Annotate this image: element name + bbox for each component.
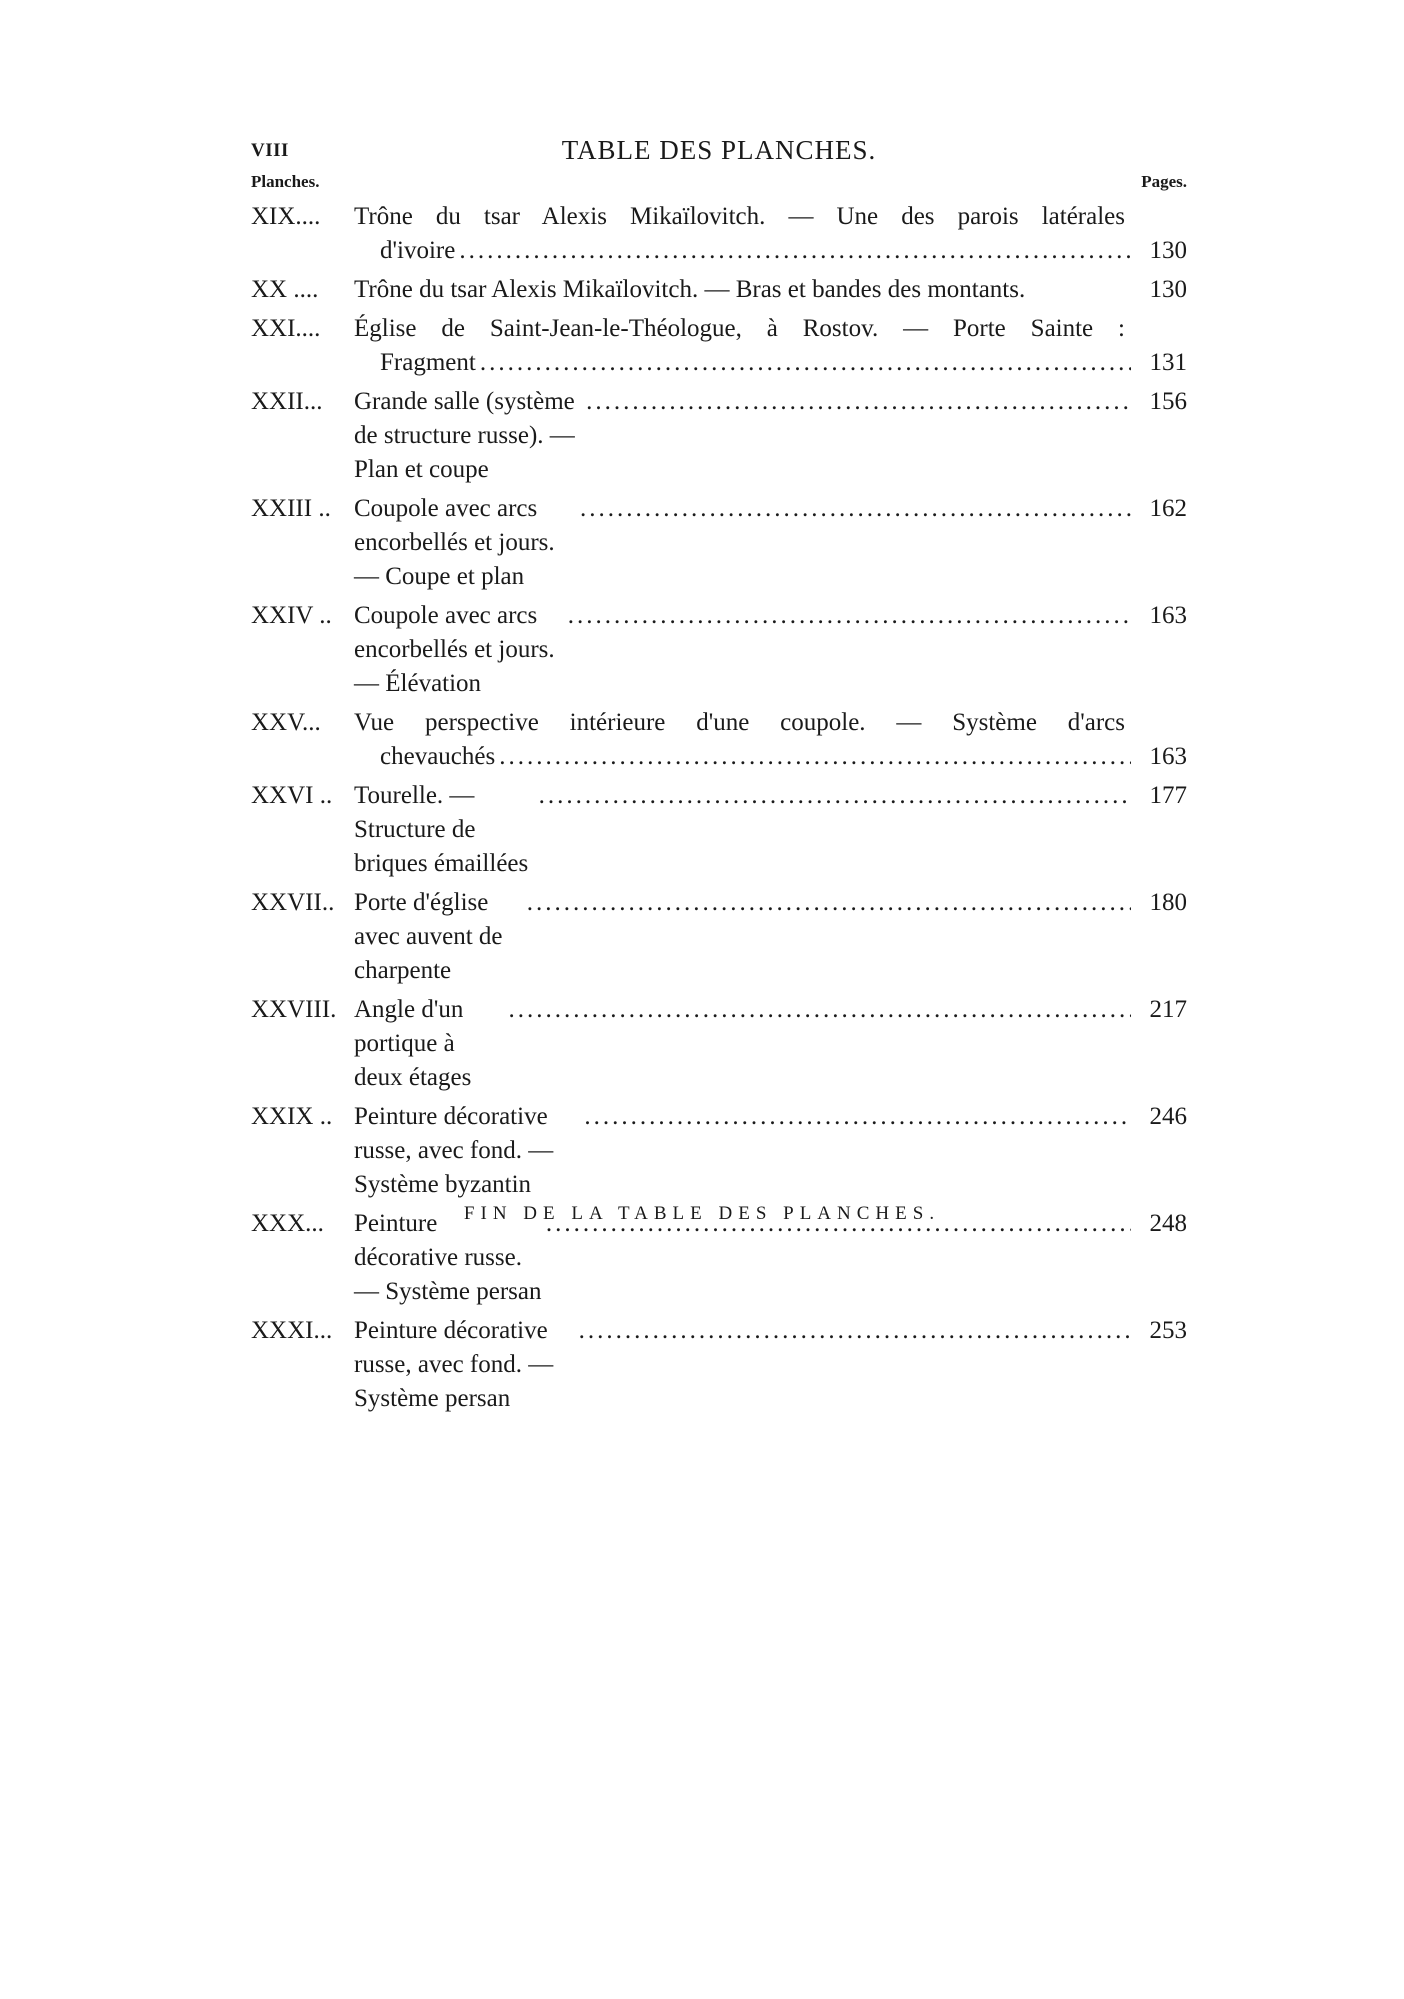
- plate-title-continuation: Fragment: [380, 349, 476, 376]
- plate-numeral: XXVI ..: [251, 782, 333, 809]
- page: [251, 130, 1187, 1421]
- plate-page: 253: [1149, 1317, 1187, 1344]
- plate-title: Église de Saint-Jean-le-Théologue, à Rostov. — Porte Sainte :: [354, 315, 1125, 342]
- plate-title: Grande salle (système de structure russe). — Plan et coupe: [354, 388, 575, 483]
- plate-page: 130: [1149, 276, 1187, 303]
- plate-entry: [251, 599, 1187, 701]
- dot-leader: [480, 346, 1131, 380]
- column-label-pages: Pages.: [1141, 172, 1187, 191]
- plate-numeral: XX ....: [251, 276, 319, 303]
- plate-numeral: XXI....: [251, 315, 321, 342]
- plate-entry: [251, 706, 1187, 774]
- plate-title: Peinture décorative russe. — Système persan: [354, 1210, 542, 1305]
- plate-page: 180: [1149, 889, 1187, 916]
- dot-leader: [568, 599, 1131, 633]
- plates-list: [251, 200, 1187, 1416]
- plate-page: 156: [1149, 388, 1187, 415]
- plate-entry: [251, 312, 1187, 380]
- plate-page: 177: [1149, 782, 1187, 809]
- plate-numeral: XXIII ..: [251, 495, 331, 522]
- plate-entry: [251, 200, 1187, 268]
- plate-page: 163: [1149, 602, 1187, 629]
- plate-entry: [251, 385, 1187, 487]
- plate-entry: [251, 886, 1187, 988]
- plate-entry: [251, 779, 1187, 881]
- plate-entry: [251, 492, 1187, 594]
- dot-leader: [459, 234, 1131, 268]
- plate-title-continuation: d'ivoire: [380, 237, 456, 264]
- column-labels: [251, 170, 1187, 200]
- plate-numeral: XXV...: [251, 709, 321, 736]
- dot-leader: [584, 1100, 1131, 1134]
- dot-leader: [539, 779, 1131, 813]
- plate-numeral: XXX...: [251, 1210, 324, 1237]
- plate-entry: [251, 993, 1187, 1095]
- plate-title: Angle d'un portique à deux étages: [354, 996, 472, 1091]
- dot-leader: [586, 385, 1131, 419]
- plate-title: Tourelle. — Structure de briques émaillées: [354, 782, 529, 877]
- plate-entry: [251, 1100, 1187, 1202]
- plate-page: 248: [1149, 1210, 1187, 1237]
- plate-numeral: XXXI...: [251, 1317, 333, 1344]
- plate-title: Coupole avec arcs encorbellés et jours. — Coupe et plan: [354, 495, 555, 590]
- dot-leader: [508, 993, 1131, 1027]
- end-of-table-note: FIN DE LA TABLE DES PLANCHES.: [463, 1203, 941, 1224]
- plate-numeral: XXVIII.: [251, 996, 337, 1023]
- plate-page: 131: [1149, 349, 1187, 376]
- plate-entry: [251, 273, 1187, 307]
- page-number: VIII: [251, 140, 289, 161]
- plate-numeral: XIX....: [251, 203, 321, 230]
- plate-title: Porte d'église avec auvent de charpente: [354, 889, 503, 984]
- plate-numeral: XXIX ..: [251, 1103, 333, 1130]
- plate-numeral: XXIV ..: [251, 602, 332, 629]
- plate-page: 130: [1149, 237, 1187, 264]
- plate-page: 163: [1149, 743, 1187, 770]
- plate-title: Trône du tsar Alexis Mikaïlovitch. — Bras et bandes des montants.: [354, 276, 1026, 303]
- dot-leader: [579, 1314, 1131, 1348]
- plate-title-continuation: chevauchés: [380, 743, 496, 770]
- dot-leader: [527, 886, 1131, 920]
- dot-leader: [580, 492, 1131, 526]
- plate-title: Vue perspective intérieure d'une coupole. — Système d'arcs: [354, 709, 1125, 736]
- plate-page: 162: [1149, 495, 1187, 522]
- plate-title: Peinture décorative russe, avec fond. — Système byzantin: [354, 1103, 554, 1198]
- running-title: TABLE DES PLANCHES.: [561, 135, 877, 165]
- plate-numeral: XXVII..: [251, 889, 335, 916]
- plate-numeral: XXII...: [251, 388, 323, 415]
- page-header: [251, 130, 1187, 170]
- plate-page: 217: [1149, 996, 1187, 1023]
- dot-leader: [499, 740, 1131, 774]
- plate-entry: [251, 1314, 1187, 1416]
- plate-title: Coupole avec arcs encorbellés et jours. — Élévation: [354, 602, 555, 697]
- column-label-planches: Planches.: [251, 172, 320, 191]
- plate-page: 246: [1149, 1103, 1187, 1130]
- plate-title: Trône du tsar Alexis Mikaïlovitch. — Une des parois latérales: [354, 203, 1125, 230]
- plate-title: Peinture décorative russe, avec fond. — Système persan: [354, 1317, 554, 1412]
